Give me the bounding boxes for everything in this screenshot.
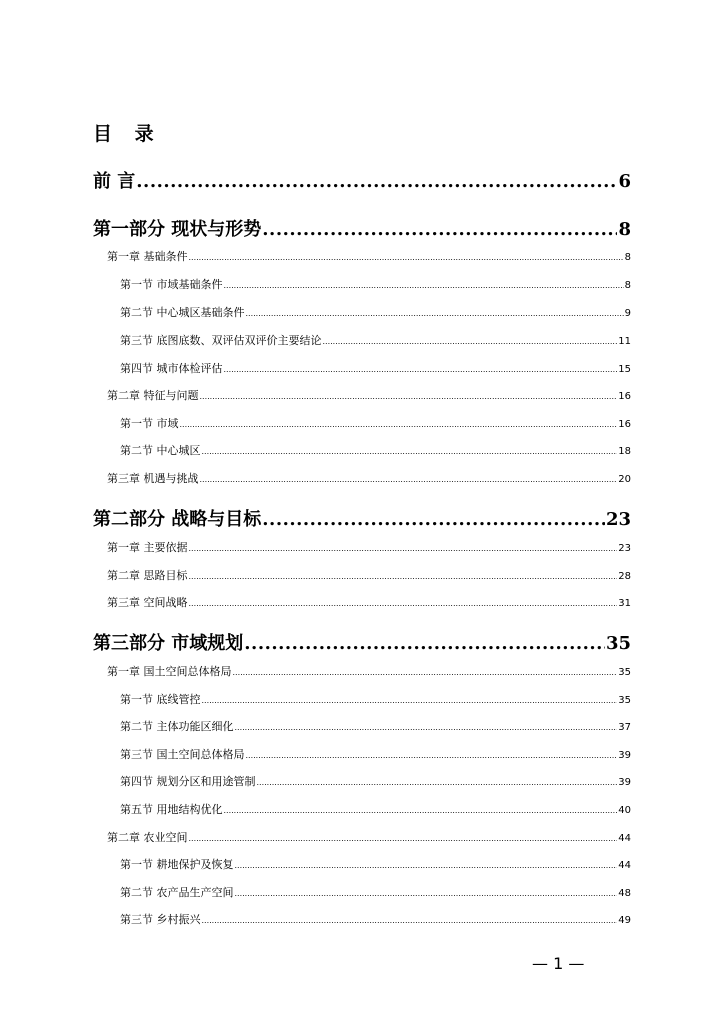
dot-leader bbox=[202, 913, 618, 929]
dot-leader bbox=[246, 748, 618, 764]
toc-entry-label: 第一节 底线管控 bbox=[120, 693, 201, 706]
toc-entry-section[interactable] bbox=[120, 361, 631, 378]
toc-entry-page: 39 bbox=[618, 777, 631, 788]
toc-entry-label: 第五节 用地结构优化 bbox=[120, 803, 223, 816]
toc-entry-page: 9 bbox=[624, 308, 631, 319]
dot-leader bbox=[235, 858, 618, 874]
toc-entry-part-2[interactable] bbox=[93, 508, 631, 532]
toc-entry-page: 48 bbox=[618, 888, 631, 899]
toc-entry-section[interactable] bbox=[120, 857, 631, 874]
toc-entry-label: 第一节 市域基础条件 bbox=[120, 278, 223, 291]
toc-entry-chapter[interactable] bbox=[107, 830, 631, 847]
dot-leader bbox=[202, 444, 618, 460]
toc-entry-page: 44 bbox=[618, 833, 631, 844]
toc-entry-label: 第二部分 战略与目标 bbox=[93, 509, 262, 530]
toc-entry-page: 15 bbox=[618, 364, 631, 375]
toc-entry-page: 40 bbox=[618, 805, 631, 816]
dot-leader bbox=[262, 508, 605, 532]
toc-entry-section[interactable] bbox=[120, 443, 631, 460]
dot-leader bbox=[224, 362, 618, 378]
toc-entry-chapter[interactable] bbox=[107, 540, 631, 557]
dot-leader bbox=[189, 831, 618, 847]
toc-entry-section[interactable] bbox=[120, 885, 631, 902]
dot-leader bbox=[189, 596, 618, 612]
toc-entry-label: 第四节 城市体检评估 bbox=[120, 362, 223, 375]
toc-entry-label: 第三部分 市域规划 bbox=[93, 633, 244, 654]
toc-entry-page: 37 bbox=[618, 722, 631, 733]
toc-entry-label: 第二章 特征与问题 bbox=[107, 389, 199, 402]
toc-entry-part-3[interactable] bbox=[93, 632, 631, 656]
toc-entry-label: 第一节 耕地保护及恢复 bbox=[120, 858, 234, 871]
dot-leader bbox=[235, 886, 618, 902]
dot-leader bbox=[246, 306, 624, 322]
toc-entry-label: 第二节 主体功能区细化 bbox=[120, 720, 234, 733]
toc-entry-section[interactable] bbox=[120, 802, 631, 819]
dot-leader bbox=[189, 250, 624, 266]
toc-entry-page: 11 bbox=[618, 336, 631, 347]
toc-entry-page: 8 bbox=[624, 280, 631, 291]
toc-entry-label: 第四节 规划分区和用途管制 bbox=[120, 775, 256, 788]
toc-entry-page: 23 bbox=[618, 543, 631, 554]
toc-entry-section[interactable] bbox=[120, 692, 631, 709]
toc-entry-label: 第二节 中心城区基础条件 bbox=[120, 306, 245, 319]
dot-leader bbox=[200, 389, 618, 405]
toc-entry-section[interactable] bbox=[120, 912, 631, 929]
dot-leader bbox=[200, 472, 618, 488]
toc-entry-page: 8 bbox=[624, 252, 631, 263]
toc-entry-label: 第二章 农业空间 bbox=[107, 831, 188, 844]
toc-entry-label: 第一章 基础条件 bbox=[107, 250, 188, 263]
toc-entry-section[interactable] bbox=[120, 774, 631, 791]
toc-entry-page: 49 bbox=[618, 915, 631, 926]
toc-entry-section[interactable] bbox=[120, 277, 631, 294]
toc-entry-page: 35 bbox=[605, 633, 631, 654]
toc-entry-page: 16 bbox=[618, 391, 631, 402]
toc-entry-page: 35 bbox=[618, 695, 631, 706]
dot-leader bbox=[235, 720, 618, 736]
toc-entry-chapter[interactable] bbox=[107, 471, 631, 488]
toc-entry-section[interactable] bbox=[120, 333, 631, 350]
toc-entry-label: 第三章 空间战略 bbox=[107, 596, 188, 609]
toc-entry-label: 第三章 机遇与挑战 bbox=[107, 472, 199, 485]
toc-entry-label: 第二章 思路目标 bbox=[107, 569, 188, 582]
dot-leader bbox=[262, 218, 617, 242]
toc-entry-chapter[interactable] bbox=[107, 388, 631, 405]
dot-leader bbox=[224, 803, 618, 819]
toc-entry-section[interactable] bbox=[120, 416, 631, 433]
toc-entry-label: 第一节 市域 bbox=[120, 417, 179, 430]
toc-entry-label: 第二节 农产品生产空间 bbox=[120, 886, 234, 899]
toc-entry-page: 16 bbox=[618, 419, 631, 430]
dot-leader bbox=[202, 693, 618, 709]
toc-entry-chapter[interactable] bbox=[107, 568, 631, 585]
toc-entry-page: 44 bbox=[618, 860, 631, 871]
toc-entry-chapter[interactable] bbox=[107, 249, 631, 266]
dot-leader bbox=[136, 170, 617, 194]
toc-entry-preface[interactable] bbox=[93, 170, 631, 194]
toc-entry-label: 第一部分 现状与形势 bbox=[93, 219, 262, 240]
dot-leader bbox=[233, 665, 618, 681]
dot-leader bbox=[189, 569, 618, 585]
toc-entry-page: 39 bbox=[618, 750, 631, 761]
toc-entry-page: 28 bbox=[618, 571, 631, 582]
page-number-footer: — 1 — bbox=[532, 954, 585, 973]
dot-leader bbox=[257, 775, 618, 791]
dot-leader bbox=[244, 632, 605, 656]
toc-title: 目 录 bbox=[93, 123, 162, 145]
toc-entry-label: 第三节 底图底数、双评估双评价主要结论 bbox=[120, 334, 322, 347]
toc-entry-label: 第一章 主要依据 bbox=[107, 541, 188, 554]
toc-entry-label: 第一章 国土空间总体格局 bbox=[107, 665, 232, 678]
toc-entry-page: 35 bbox=[618, 667, 631, 678]
toc-entry-part-1[interactable] bbox=[93, 218, 631, 242]
toc-entry-page: 18 bbox=[618, 446, 631, 457]
toc-entry-section[interactable] bbox=[120, 305, 631, 322]
toc-entry-page: 20 bbox=[618, 474, 631, 485]
toc-entry-chapter[interactable] bbox=[107, 664, 631, 681]
toc-entry-page: 23 bbox=[605, 509, 631, 530]
toc-entry-label: 前 言 bbox=[93, 171, 136, 192]
toc-entry-chapter[interactable] bbox=[107, 595, 631, 612]
toc-entry-page: 31 bbox=[618, 598, 631, 609]
dot-leader bbox=[180, 417, 618, 433]
toc-entry-section[interactable] bbox=[120, 747, 631, 764]
dot-leader bbox=[323, 334, 618, 350]
toc-entry-label: 第二节 中心城区 bbox=[120, 444, 201, 457]
dot-leader bbox=[224, 278, 624, 294]
toc-entry-section[interactable] bbox=[120, 719, 631, 736]
toc-entry-page: 8 bbox=[618, 219, 631, 240]
dot-leader bbox=[189, 541, 618, 557]
toc-entry-label: 第三节 国土空间总体格局 bbox=[120, 748, 245, 761]
toc-entry-label: 第三节 乡村振兴 bbox=[120, 913, 201, 926]
toc-entry-page: 6 bbox=[618, 171, 631, 192]
